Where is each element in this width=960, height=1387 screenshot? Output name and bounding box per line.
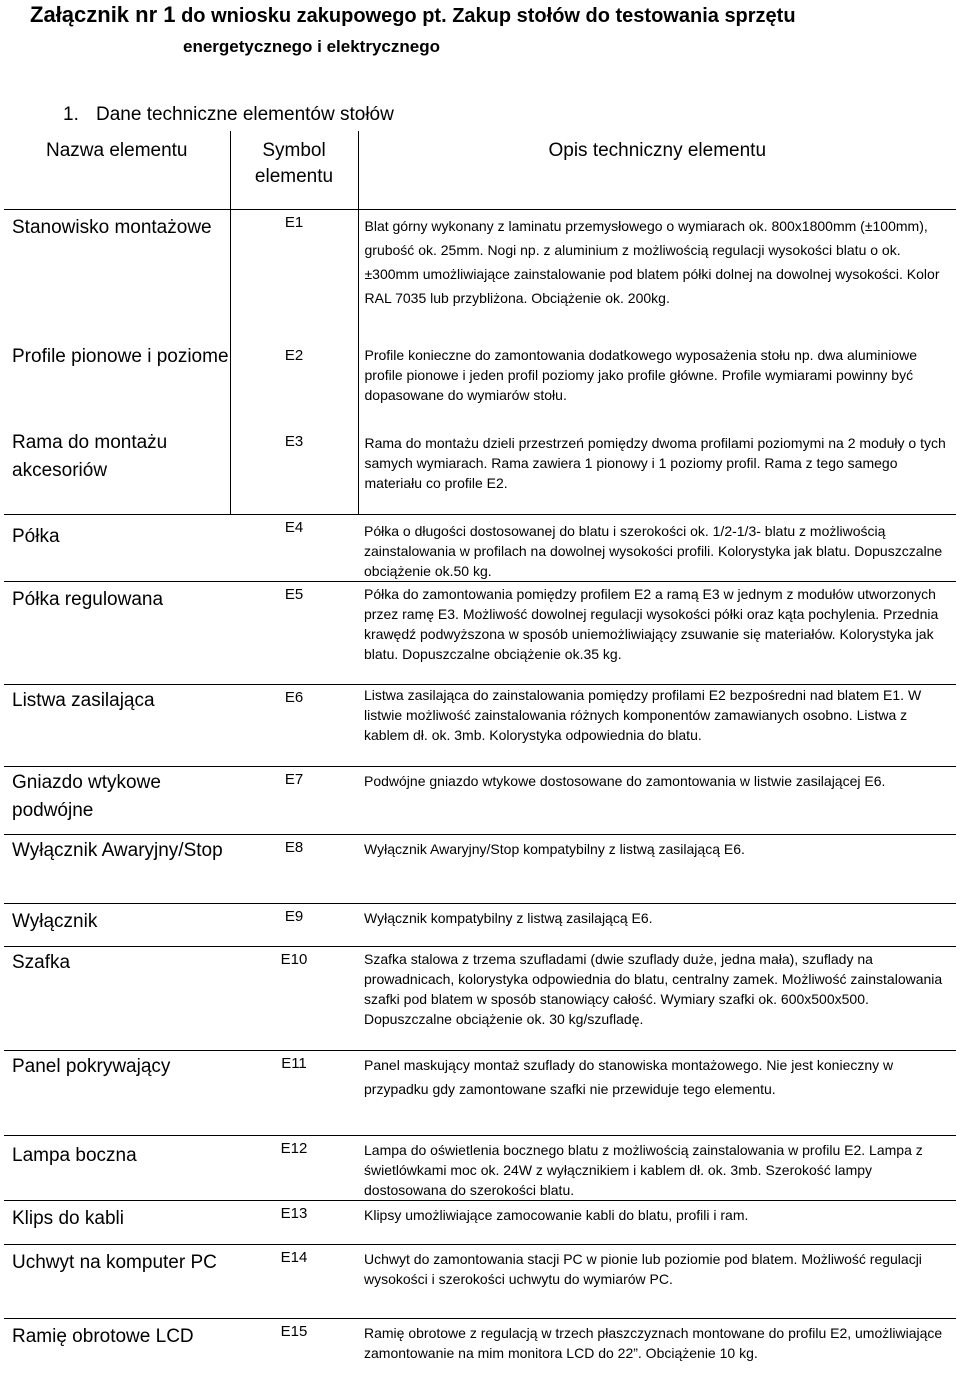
element-symbol: E9 xyxy=(230,904,358,947)
table-row xyxy=(4,210,956,343)
element-symbol: E10 xyxy=(230,947,358,1051)
attachment-title-rest: do wniosku zakupowego pt. Zakup stołów do testowania sprzętu xyxy=(181,5,796,27)
column-header-description: Opis techniczny elementu xyxy=(358,131,956,210)
element-name: Klips do kabli xyxy=(4,1201,230,1245)
element-symbol: E15 xyxy=(280,1323,308,1340)
section-heading xyxy=(63,104,394,126)
attachment-title xyxy=(30,2,796,28)
element-name: Panel pokrywający xyxy=(4,1051,230,1136)
table-header-row xyxy=(4,131,956,210)
column-header-symbol: Symbol elementu xyxy=(230,131,358,210)
element-description: Klipsy umożliwiające zamocowanie kabli do blatu, profili i ram. xyxy=(358,1201,956,1245)
table-row xyxy=(4,1319,956,1387)
element-description: Lampa do oświetlenia bocznego blatu z możliwością zainstalowania w profilu E2. Lampa z świetlówkami moc ok. 24W z wyłącznikiem i kablem dł. ok. 3mb. Szerokość lampy dostosowana do szerokości blatu. xyxy=(358,1136,956,1201)
element-symbol: E8 xyxy=(230,835,358,904)
element-name: Rama do montażu akcesoriów xyxy=(4,429,230,515)
table-row xyxy=(4,947,956,1051)
table-row xyxy=(4,767,956,835)
element-symbol: E7 xyxy=(230,767,358,835)
column-header-name: Nazwa elementu xyxy=(4,131,230,210)
element-name: Lampa boczna xyxy=(4,1136,230,1201)
table-row xyxy=(4,515,956,582)
element-name: Półka xyxy=(4,515,230,582)
element-name: Stanowisko montażowe xyxy=(12,217,212,238)
table-row xyxy=(4,1201,956,1245)
element-name: Gniazdo wtykowe podwójne xyxy=(4,767,230,835)
element-name: Szafka xyxy=(4,947,230,1051)
section-title: Dane techniczne elementów stołów xyxy=(96,104,394,125)
table-row xyxy=(4,1136,956,1201)
element-description: Wyłącznik kompatybilny z listwą zasilającą E6. xyxy=(358,904,956,947)
element-name: Uchwyt na komputer PC xyxy=(4,1245,230,1319)
table-row xyxy=(4,343,956,429)
element-description: Wyłącznik Awaryjny/Stop kompatybilny z listwą zasilającą E6. xyxy=(358,835,956,904)
attachment-title-strong: Załącznik nr 1 xyxy=(30,2,176,27)
technical-spec-table xyxy=(4,131,956,1387)
section-number: 1. xyxy=(63,104,79,125)
element-name: Wyłącznik xyxy=(4,904,230,947)
element-description: Szafka stalowa z trzema szufladami (dwie szuflady duże, jedna mała), szuflady na prowadnicach, kolorystyka odpowiednia do blatu, centralny zamek. Możliwość zainstalowania szafki pod blatem w sposób stanowiący całość. Wymiary szafki ok. 600x500x500. Dopuszczalne obciążenie ok. 30 kg/szufladę. xyxy=(358,947,956,1051)
table-row xyxy=(4,1245,956,1319)
element-symbol: E1 xyxy=(230,210,358,343)
element-name: Ramię obrotowe LCD xyxy=(12,1326,194,1347)
element-symbol: E2 xyxy=(230,343,358,429)
element-symbol: E13 xyxy=(230,1201,358,1245)
element-symbol: E6 xyxy=(230,685,358,767)
table-row xyxy=(4,904,956,947)
table-row xyxy=(4,1051,956,1136)
element-name: Wyłącznik Awaryjny/Stop xyxy=(4,835,230,904)
table-row xyxy=(4,429,956,515)
element-description: Listwa zasilająca do zainstalowania pomiędzy profilami E2 bezpośredni nad blatem E1. W listwie możliwość zainstalowania różnych komponentów zamawianych osobno. Listwa z kablem dł. ok. 3mb. Kolorystyka odpowiednia do blatu. xyxy=(358,685,956,767)
element-description: Profile konieczne do zamontowania dodatkowego wyposażenia stołu np. dwa aluminiowe profile pionowe i jeden profil poziomy jako profile główne. Profile wymiarami powinny być dopasowane do wymiarów stołu. xyxy=(364,346,918,403)
element-description: Uchwyt do zamontowania stacji PC w pionie lub poziomie pod blatem. Możliwość regulacji wysokości i szerokości uchwytu do wymiarów PC. xyxy=(358,1245,956,1319)
table-row xyxy=(4,835,956,904)
element-symbol: E14 xyxy=(230,1245,358,1319)
element-name: Profile pionowe i poziome xyxy=(12,345,229,367)
element-description: Blat górny wykonany z laminatu przemysłowego o wymiarach ok. 800x1800mm (±100mm), grubość ok. 25mm. Nogi np. z aluminium z możliwością regulacji wysokości blatu o ok. ±300mm umożliwiające zainstalowanie pod blatem półki dolnej na dowolnej wysokości. Kolor RAL 7035 lub przybliżona. Obciążenie ok. 200kg. xyxy=(364,218,940,306)
element-description: Rama do montażu dzieli przestrzeń pomiędzy dwoma profilami poziomymi na 2 moduły o tych samych wymiarach. Rama zawiera 1 pionowy i 1 poziomy profil. Rama z tego samego materiału co profile E2. xyxy=(358,429,956,515)
element-description: Półka o długości dostosowanej do blatu i szerokości ok. 1/2-1/3- blatu z możliwością zainstalowania w profilach na dowolnej wysokości profili. Kolorystyka jak blatu. Dopuszczalne obciążenie ok.50 kg. xyxy=(358,515,956,582)
attachment-subtitle: energetycznego i elektrycznego xyxy=(183,37,440,56)
element-symbol: E4 xyxy=(230,515,358,582)
element-name: Półka regulowana xyxy=(4,582,230,685)
element-name: Listwa zasilająca xyxy=(4,685,230,767)
element-symbol: E3 xyxy=(230,429,358,515)
element-description: Ramię obrotowe z regulacją w trzech płaszczyznach montowane do profilu E2, umożliwiające zamontowanie na mim monitora LCD do 22”. Obciążenie 10 kg. xyxy=(364,1325,943,1361)
table-row xyxy=(4,582,956,685)
element-description: Półka do zamontowania pomiędzy profilem E2 a ramą E3 w jednym z modułów utworzonych przez ramę E3. Możliwość dowolnej regulacji wysokości półki oraz kąta pochylenia. Przednia krawędź podwyższona w sposób uniemożliwiający zsuwanie się materiałów. Kolorystyka jak blatu. Dopuszczalne obciążenie ok.35 kg. xyxy=(358,582,956,685)
element-symbol: E12 xyxy=(230,1136,358,1201)
element-description: Panel maskujący montaż szuflady do stanowiska montażowego. Nie jest konieczny w przypadku gdy zamontowane szafki nie przewiduje tego elementu. xyxy=(358,1051,956,1136)
element-symbol: E5 xyxy=(230,582,358,685)
table-row xyxy=(4,685,956,767)
element-symbol: E11 xyxy=(230,1051,358,1136)
element-description: Podwójne gniazdo wtykowe dostosowane do zamontowania w listwie zasilającej E6. xyxy=(358,767,956,835)
